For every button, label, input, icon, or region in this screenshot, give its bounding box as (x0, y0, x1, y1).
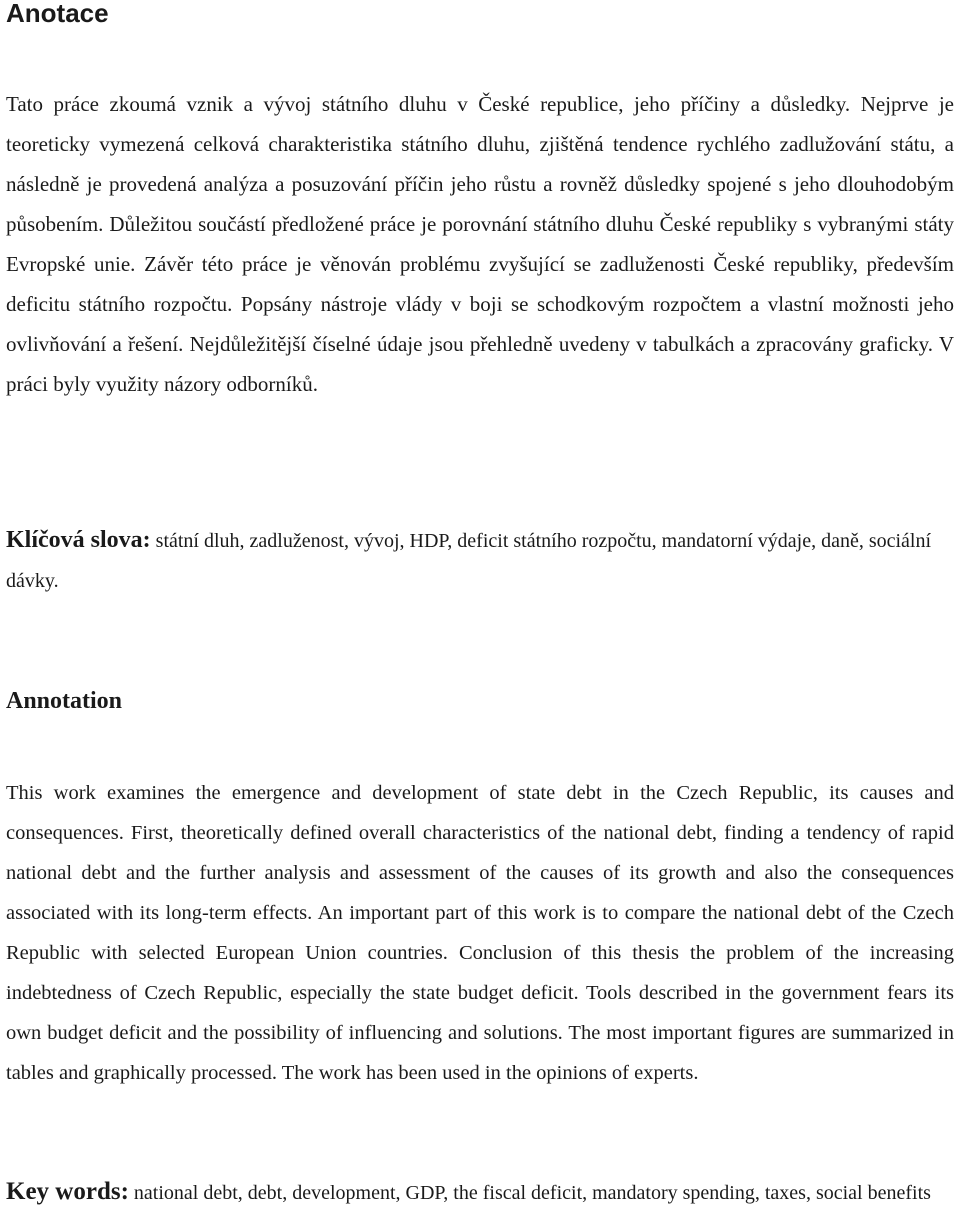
czech-keywords-label: Klíčová slova: (6, 527, 151, 553)
english-keywords-label: Key words: (6, 1178, 129, 1205)
czech-keywords-text: státní dluh, zadluženost, vývoj, HDP, deficit státního rozpočtu, mandatorní výdaje, daně, sociální dávky. (6, 530, 932, 592)
english-annotation-paragraph: This work examines the emergence and development of state debt in the Czech Republic, its causes and consequences. First, theoretically defined overall characteristics of the national debt, finding a tendency of rapid national debt and the further analysis and assessment of the causes of its growth and also the consequences associated with its long-term effects. An important part of this work is to compare the national debt of the Czech Republic with selected European Union countries. Conclusion of this thesis the problem of the increasing indebtedness of Czech Republic, especially the state budget deficit. Tools described in the government fears its own budget deficit and the possibility of influencing and solutions. The most important figures are summarized in tables and graphically processed. The work has been used in the opinions of experts. (6, 782, 954, 1084)
english-keywords-text: national debt, debt, development, GDP, the fiscal deficit, mandatory spending, taxes, social benefits (133, 1182, 931, 1204)
czech-keywords (6, 520, 954, 601)
english-annotation-heading: Annotation (6, 688, 123, 714)
czech-annotation-heading: Anotace (6, 0, 109, 28)
english-keywords (6, 1178, 954, 1207)
czech-annotation-paragraph: Tato práce zkoumá vznik a vývoj státního dluhu v České republice, jeho příčiny a důsledky. Nejprve je teoreticky vymezená celková charakteristika státního dluhu, zjištěná tendence rychlého zadlužování státu, a následně je provedená analýza a posuzování příčin jeho růstu a rovněž důsledky spojené s jeho dlouhodobým působením. Důležitou součástí předložené práce je porovnání státního dluhu České republiky s vybranými státy Evropské unie. Závěr této práce je věnován problému zvyšující se zadluženosti České republiky, především deficitu státního rozpočtu. Popsány nástroje vlády v boji se schodkovým rozpočtem a vlastní možnosti jeho ovlivňování a řešení. Nejdůležitější číselné údaje jsou přehledně uvedeny v tabulkách a zpracovány graficky. V práci byly využity názory odborníků. (6, 92, 954, 396)
